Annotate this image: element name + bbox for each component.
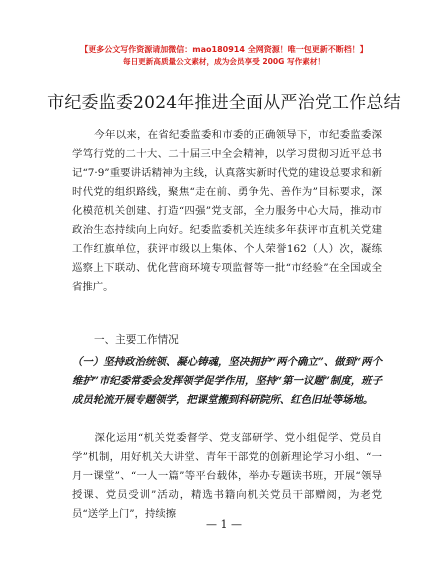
document-title: 市纪委监委2024年推进全面从严治党工作总结 [47,93,401,113]
intro-paragraph [72,126,382,297]
intro-paragraph-text: 今年以来，在省纪委监委和市委的正确领导下，市纪委监委深学笃行党的二十大、二十届三中全会精神，以学习贯彻习近平总书记“7·9”重要讲话精神为主线，认真落实新时代党的建设总要求和新时代党的组织路线，聚焦“走在前、勇争先、善作为”目标要求，深化模范机关创建、打造“四强”党支部，全力服务中心大局，推动市政治生态持续向上向好。纪委监委机关连续多年获评市直机关党建工作红旗单位，获评市级以上集体、个人荣誉162（人）次，凝练巡察上下联动、优化营商环境专项监督等一批“市经验”在全国或全省推广。 [72,129,382,293]
item-1-bold-text: （一）坚持政治统领、凝心铸魂，坚决拥护“两个确立”、做到“两个维护”市纪委常委会发挥领学促学作用，坚持“第一议题”制度，班子成员轮流开展专题领学，把课堂搬到科研院所、红色旧址等场地。 [72,356,382,406]
item-1-bold-lead [72,353,382,410]
promo-notice-line-1: 【更多公文写作资源请加微信：mao180914 全网资源！唯一包更新不断档！】 [80,45,368,54]
item-1-body-text: 深化运用“机关党委督学、党支部研学、党小组促学、党员自学”机制，用好机关大讲堂、青年干部党的创新理论学习小组、“一月一课堂”、“一人一篇”等平台载体，举办专题读书班，开展“领导授课、党员受训”活动，精选书籍向机关党员干部赠阅，为老党员“送学上门”，持续擦 [72,432,382,520]
section-heading: 一、主要工作情况 [94,334,179,346]
promo-notice-line-2: 每日更新高质量公文素材，成为会员享受 200G 写作素材！ [122,57,326,66]
page-number: — 1 — [206,518,242,531]
item-1-body [72,429,382,524]
